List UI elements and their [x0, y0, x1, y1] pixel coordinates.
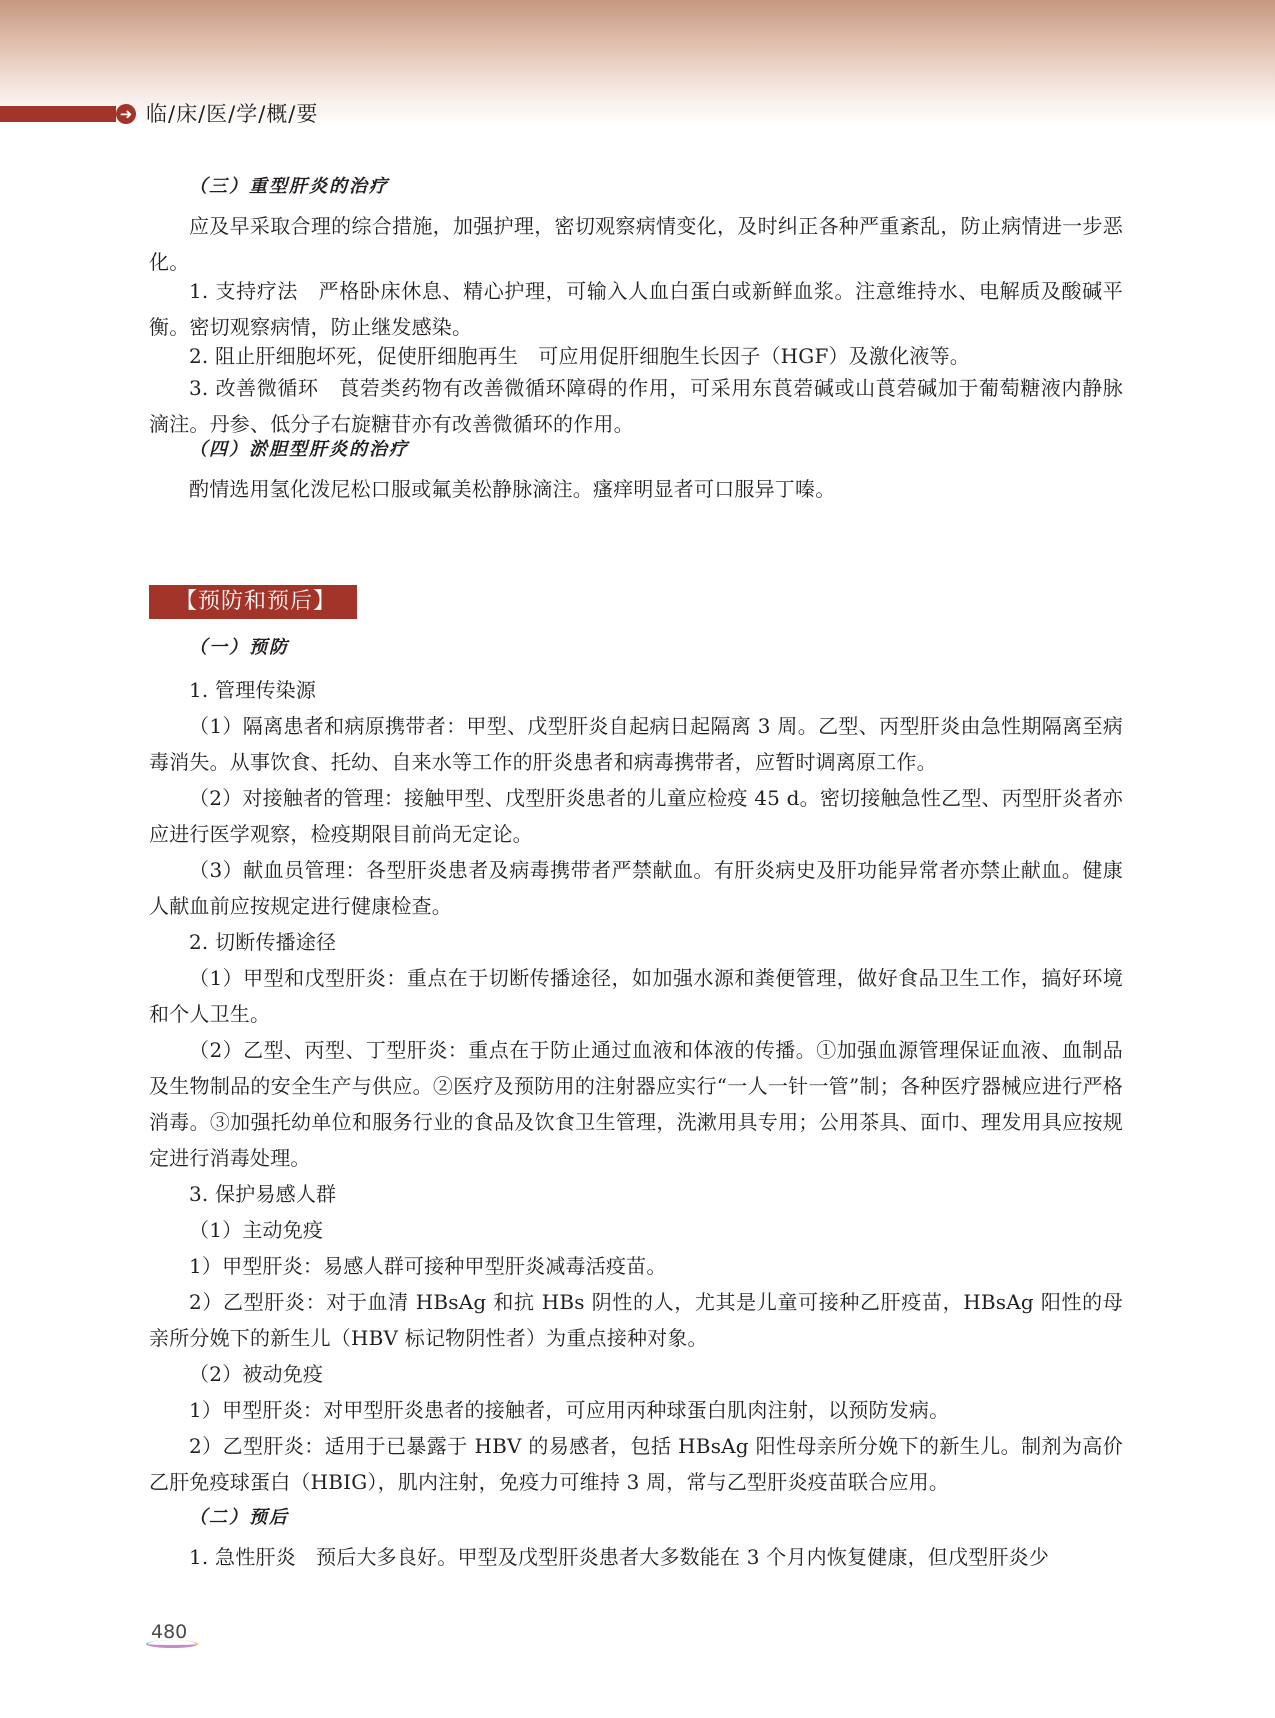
- paragraph: 1）甲型肝炎：易感人群可接种甲型肝炎减毒活疫苗。: [189, 1254, 667, 1278]
- page-number: 480: [151, 1621, 188, 1643]
- section-title-prevention-prognosis: 【预防和预后】: [149, 585, 357, 619]
- paragraph: （3）献血员管理：各型肝炎患者及病毒携带者严禁献血。有肝炎病史及肝功能异常者亦禁止献血。健康人献血前应按规定进行健康检查。: [149, 858, 1123, 918]
- paragraph: 3. 改善微循环 莨菪类药物有改善微循环障碍的作用，可采用东莨菪碱或山莨菪碱加于葡萄糖液内静脉滴注。丹参、低分子右旋糖苷亦有改善微循环的作用。: [149, 376, 1123, 436]
- paragraph: 1）甲型肝炎：对甲型肝炎患者的接触者，可应用丙种球蛋白肌肉注射，以预防发病。: [189, 1398, 950, 1422]
- paragraph: （2）被动免疫: [189, 1362, 324, 1386]
- paragraph: （1）隔离患者和病原携带者：甲型、戊型肝炎自起病日起隔离 3 周。乙型、丙型肝炎由急性期隔离至病毒消失。从事饮食、托幼、自来水等工作的肝炎患者和病毒携带者，应暂时调离原工作。: [149, 714, 1123, 774]
- paragraph: （1）主动免疫: [189, 1218, 324, 1242]
- subheading-prognosis: （二）预后: [189, 1507, 289, 1528]
- paragraph: 应及早采取合理的综合措施，加强护理，密切观察病情变化，及时纠正各种严重紊乱，防止病情进一步恶化。: [149, 214, 1123, 274]
- paragraph: 1. 急性肝炎 预后大多良好。甲型及戊型肝炎患者大多数能在 3 个月内恢复健康，但戊型肝炎少: [189, 1545, 1050, 1569]
- paragraph: 1. 支持疗法 严格卧床休息、精心护理，可输入人血白蛋白或新鲜血浆。注意维持水、电解质及酸碱平衡。密切观察病情，防止继发感染。: [149, 279, 1123, 339]
- paragraph: （2）对接触者的管理：接触甲型、戊型肝炎患者的儿童应检疫 45 d。密切接触急性乙型、丙型肝炎者亦应进行医学观察，检疫期限目前尚无定论。: [149, 786, 1123, 846]
- subheading-severe-hepatitis: （三）重型肝炎的治疗: [189, 176, 389, 197]
- subheading-prevention: （一）预防: [189, 637, 289, 658]
- paragraph: 2）乙型肝炎：适用于已暴露于 HBV 的易感者，包括 HBsAg 阳性母亲所分娩下的新生儿。制剂为高价乙肝免疫球蛋白（HBIG），肌内注射，免疫力可维持 3 周，常与乙型肝炎疫苗联合应用。: [149, 1434, 1123, 1494]
- paragraph: 3. 保护易感人群: [189, 1182, 337, 1206]
- paragraph: （1）甲型和戊型肝炎：重点在于切断传播途径，如加强水源和粪便管理，做好食品卫生工作，搞好环境和个人卫生。: [149, 966, 1123, 1026]
- arrow-right-icon: ➜: [116, 104, 136, 124]
- subheading-cholestatic-hepatitis: （四）淤胆型肝炎的治疗: [189, 439, 409, 460]
- paragraph: 1. 管理传染源: [189, 678, 317, 702]
- paragraph: 2. 切断传播途径: [189, 930, 337, 954]
- book-title: 临/床/医/学/概/要: [146, 102, 319, 126]
- page-number-swoosh-icon: [146, 1640, 198, 1648]
- paragraph: （2）乙型、丙型、丁型肝炎：重点在于防止通过血液和体液的传播。①加强血源管理保证血液、血制品及生物制品的安全生产与供应。②医疗及预防用的注射器应实行“一人一针一管”制；各种医疗器械应进行严格消毒。③加强托幼单位和服务行业的食品及饮食卫生管理，洗漱用具专用；公用茶具、面巾、理发用具应按规定进行消毒处理。: [149, 1038, 1123, 1170]
- header-bar: [0, 106, 116, 122]
- paragraph: 2）乙型肝炎：对于血清 HBsAg 和抗 HBs 阴性的人，尤其是儿童可接种乙肝疫苗，HBsAg 阳性的母亲所分娩下的新生儿（HBV 标记物阴性者）为重点接种对象。: [149, 1290, 1123, 1350]
- paragraph: 酌情选用氢化泼尼松口服或氟美松静脉滴注。瘙痒明显者可口服异丁嗪。: [189, 477, 836, 501]
- paragraph: 2. 阻止肝细胞坏死，促使肝细胞再生 可应用促肝细胞生长因子（HGF）及激化液等。: [189, 344, 970, 368]
